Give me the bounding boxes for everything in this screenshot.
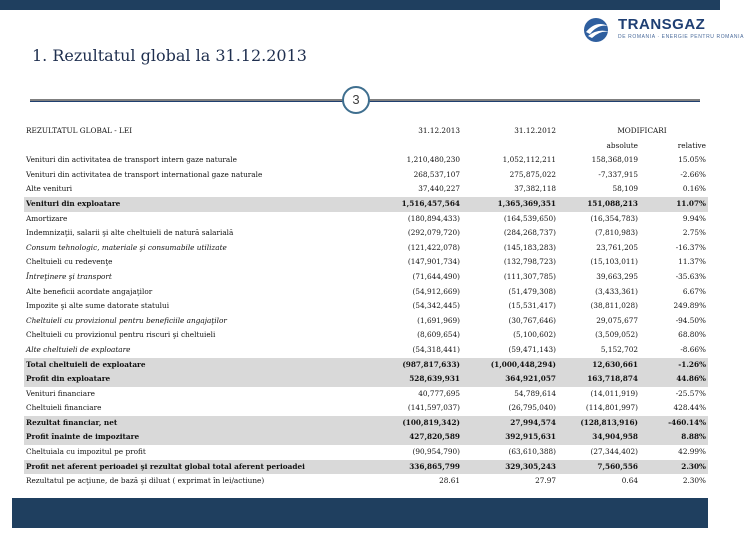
row-label: Cheltuieli cu provizionul pentru beneficiile angajaţilor <box>26 315 227 325</box>
row-change-absolute: (128,813,916) <box>558 416 640 431</box>
row-change-relative: 428.44% <box>673 403 706 413</box>
row-label: Cheltuieli cu provizionul pentru riscuri şi cheltuieli <box>26 330 216 340</box>
table-row <box>24 153 708 168</box>
row-change-relative: 42.99% <box>678 447 706 457</box>
row-label: Alte beneficii acordate angajaţilor <box>26 286 153 296</box>
row-change-absolute: 29,075,677 <box>596 315 638 325</box>
row-change-absolute: (114,801,997) <box>585 403 638 413</box>
row-change-absolute: (27,344,402) <box>590 447 638 457</box>
row-value-2013: 268,537,107 <box>413 169 460 179</box>
table-row <box>24 212 708 227</box>
row-value-2013: (8,609,654) <box>417 330 460 340</box>
row-value-2012: 392,915,631 <box>462 430 558 445</box>
row-value-2013: 336,865,799 <box>378 460 462 475</box>
row-change-absolute: (16,354,783) <box>590 213 638 223</box>
table-row <box>24 314 708 329</box>
row-change-relative: 6.67% <box>682 286 706 296</box>
row-change-relative: -16.37% <box>675 242 706 252</box>
row-value-2013: (121,422,078) <box>407 242 460 252</box>
table-row <box>24 226 708 241</box>
top-bar <box>0 0 720 10</box>
subheader-relative: relative <box>677 140 706 150</box>
row-change-relative: -460.14% <box>640 416 708 431</box>
row-change-relative: -35.63% <box>675 271 706 281</box>
table-row <box>24 285 708 300</box>
row-value-2013: 28.61 <box>439 476 460 486</box>
row-value-2013: 40,777,695 <box>418 388 460 398</box>
table-row <box>24 343 708 358</box>
row-change-relative: 2.75% <box>682 228 706 238</box>
row-change-relative: 15.05% <box>678 155 706 165</box>
page-title: 1. Rezultatul global la 31.12.2013 <box>32 46 307 65</box>
row-label: Profit net aferent perioadei şi rezultat global total aferent perioadei <box>24 460 378 475</box>
row-label: Întreţinere şi transport <box>26 271 112 281</box>
page-number-badge: 3 <box>342 86 370 114</box>
row-value-2013: (54,342,445) <box>412 301 460 311</box>
row-change-absolute: 158,368,019 <box>591 155 638 165</box>
row-label: Venituri financiare <box>26 388 95 398</box>
row-change-relative: 11.07% <box>640 197 708 212</box>
table-row <box>24 255 708 270</box>
table-header-row <box>24 124 708 139</box>
row-label: Venituri din exploatare <box>24 197 378 212</box>
row-value-2013: (147,901,734) <box>407 257 460 267</box>
logo-text: TRANSGAZ <box>618 16 706 33</box>
row-change-absolute: 0.64 <box>621 476 638 486</box>
row-value-2012: (164,539,650) <box>503 213 556 223</box>
row-value-2012: 275,875,022 <box>509 169 556 179</box>
row-label: Impozite şi alte sume datorate statului <box>26 301 170 311</box>
table-row <box>24 430 708 445</box>
header-2013: 31.12.2013 <box>418 126 460 135</box>
row-change-absolute: 23,761,205 <box>596 242 638 252</box>
row-value-2012: (5,100,602) <box>513 330 556 340</box>
row-value-2013: 37,440,227 <box>418 184 460 194</box>
row-value-2013: 1,516,457,564 <box>378 197 462 212</box>
row-change-absolute: -7,337,915 <box>598 169 638 179</box>
subheader-absolute: absolute <box>606 140 638 150</box>
row-change-relative: -8.66% <box>680 344 706 354</box>
row-value-2013: (90,954,790) <box>412 447 460 457</box>
row-value-2012: (1,000,448,294) <box>462 358 558 373</box>
row-value-2013: 427,820,589 <box>378 430 462 445</box>
row-change-relative: -1.26% <box>640 358 708 373</box>
table-row <box>24 182 708 197</box>
row-label: Rezultatul pe acţiune, de bază şi diluat ( exprimat în lei/actiune) <box>26 476 265 486</box>
row-value-2012: 27,994,574 <box>462 416 558 431</box>
table-row <box>24 372 708 387</box>
row-value-2013: (1,691,969) <box>417 315 460 325</box>
row-label: Alte cheltuieli de exploatare <box>26 344 131 354</box>
header-2012: 31.12.2012 <box>514 126 556 135</box>
row-value-2012: 27.97 <box>535 476 556 486</box>
table-row <box>24 299 708 314</box>
row-value-2013: (987,817,633) <box>378 358 462 373</box>
row-value-2012: 1,365,369,351 <box>462 197 558 212</box>
row-change-relative: 0.16% <box>682 184 706 194</box>
row-label: Indemnizaţii, salarii şi alte cheltuieli de natură salarială <box>26 228 234 238</box>
row-change-absolute: 39,663,295 <box>596 271 638 281</box>
row-change-relative: -94.50% <box>675 315 706 325</box>
row-value-2013: (54,912,669) <box>412 286 460 296</box>
row-change-absolute: 58,109 <box>612 184 638 194</box>
row-change-absolute: 7,560,556 <box>558 460 640 475</box>
table-row <box>24 270 708 285</box>
row-label: Alte venituri <box>26 184 73 194</box>
financial-table <box>24 124 708 489</box>
table-row <box>24 241 708 256</box>
row-value-2012: 364,921,057 <box>462 372 558 387</box>
row-value-2012: 37,382,118 <box>514 184 556 194</box>
row-change-relative: 68.80% <box>678 330 706 340</box>
row-change-relative: 11.37% <box>678 257 706 267</box>
row-change-relative: -2.66% <box>680 169 706 179</box>
row-value-2012: (284,268,737) <box>503 228 556 238</box>
row-label: Total cheltuieli de exploatare <box>24 358 378 373</box>
row-label: Venituri din activitatea de transport intern gaze naturale <box>26 155 237 165</box>
row-change-absolute: (38,811,028) <box>590 301 638 311</box>
row-change-absolute: 34,904,958 <box>558 430 640 445</box>
row-change-absolute: (7,810,983) <box>595 228 638 238</box>
table-row <box>24 401 708 416</box>
row-value-2012: 1,052,112,211 <box>502 155 556 165</box>
row-value-2013: (71,644,490) <box>412 271 460 281</box>
row-label: Profit din exploatare <box>24 372 378 387</box>
row-value-2012: (59,471,143) <box>508 344 556 354</box>
row-value-2012: (132,798,723) <box>503 257 556 267</box>
row-label: Cheltuieli cu redevenţe <box>26 257 113 267</box>
table-row <box>24 168 708 183</box>
row-change-relative: 9.94% <box>682 213 706 223</box>
row-change-relative: 8.88% <box>640 430 708 445</box>
row-change-absolute: (3,433,361) <box>595 286 638 296</box>
row-label: Cheltuieli financiare <box>26 403 102 413</box>
row-change-absolute: 12,630,661 <box>558 358 640 373</box>
row-value-2013: 1,210,480,230 <box>406 155 460 165</box>
row-value-2013: (100,819,342) <box>378 416 462 431</box>
header-modificari: MODIFICARI <box>617 126 667 135</box>
row-change-absolute: 5,152,702 <box>600 344 638 354</box>
flame-logo-icon <box>582 16 614 44</box>
row-label: Amortizare <box>26 213 68 223</box>
row-value-2012: (145,183,283) <box>503 242 556 252</box>
transgaz-logo <box>582 16 744 44</box>
table-row <box>24 445 708 460</box>
row-label: Consum tehnologic, materiale şi consumabile utilizate <box>26 242 227 252</box>
row-value-2012: (15,531,417) <box>508 301 556 311</box>
row-value-2012: 54,789,614 <box>514 388 556 398</box>
row-change-absolute: 151,088,213 <box>558 197 640 212</box>
row-value-2012: (26,795,040) <box>508 403 556 413</box>
logo-subtitle: DE ROMANIA · ENERGIE PENTRU ROMANIA <box>618 34 744 40</box>
row-change-relative: 249.89% <box>673 301 706 311</box>
row-value-2013: (54,318,441) <box>412 344 460 354</box>
row-change-relative: -25.57% <box>675 388 706 398</box>
row-change-absolute: (3,509,052) <box>595 330 638 340</box>
row-label: Rezultat financiar, net <box>24 416 378 431</box>
row-change-relative: 44.86% <box>640 372 708 387</box>
row-change-absolute: 163,718,874 <box>558 372 640 387</box>
row-value-2012: (63,610,388) <box>508 447 556 457</box>
table-row <box>24 197 708 212</box>
bottom-bar <box>12 498 708 528</box>
row-change-absolute: (14,011,919) <box>590 388 638 398</box>
table-row <box>24 328 708 343</box>
table-row <box>24 387 708 402</box>
row-value-2013: (180,894,433) <box>407 213 460 223</box>
table-row <box>24 474 708 489</box>
row-change-relative: 2.30% <box>682 476 706 486</box>
table-row <box>24 460 708 475</box>
row-value-2012: 329,305,243 <box>462 460 558 475</box>
row-change-relative: 2.30% <box>640 460 708 475</box>
row-label: Venituri din activitatea de transport international gaze naturale <box>26 169 263 179</box>
row-label: Profit înainte de impozitare <box>24 430 378 445</box>
table-subheader-row <box>24 139 708 154</box>
row-change-absolute: (15,103,011) <box>590 257 638 267</box>
row-value-2012: (51,479,308) <box>508 286 556 296</box>
table-row <box>24 416 708 431</box>
header-label: REZULTATUL GLOBAL - LEI <box>26 126 133 135</box>
row-value-2013: (141,597,037) <box>407 403 460 413</box>
row-value-2013: (292,079,720) <box>407 228 460 238</box>
row-label: Cheltuiala cu impozitul pe profit <box>26 447 146 457</box>
row-value-2013: 528,639,931 <box>378 372 462 387</box>
table-row <box>24 358 708 373</box>
row-value-2012: (30,767,646) <box>508 315 556 325</box>
row-value-2012: (111,307,785) <box>503 271 556 281</box>
